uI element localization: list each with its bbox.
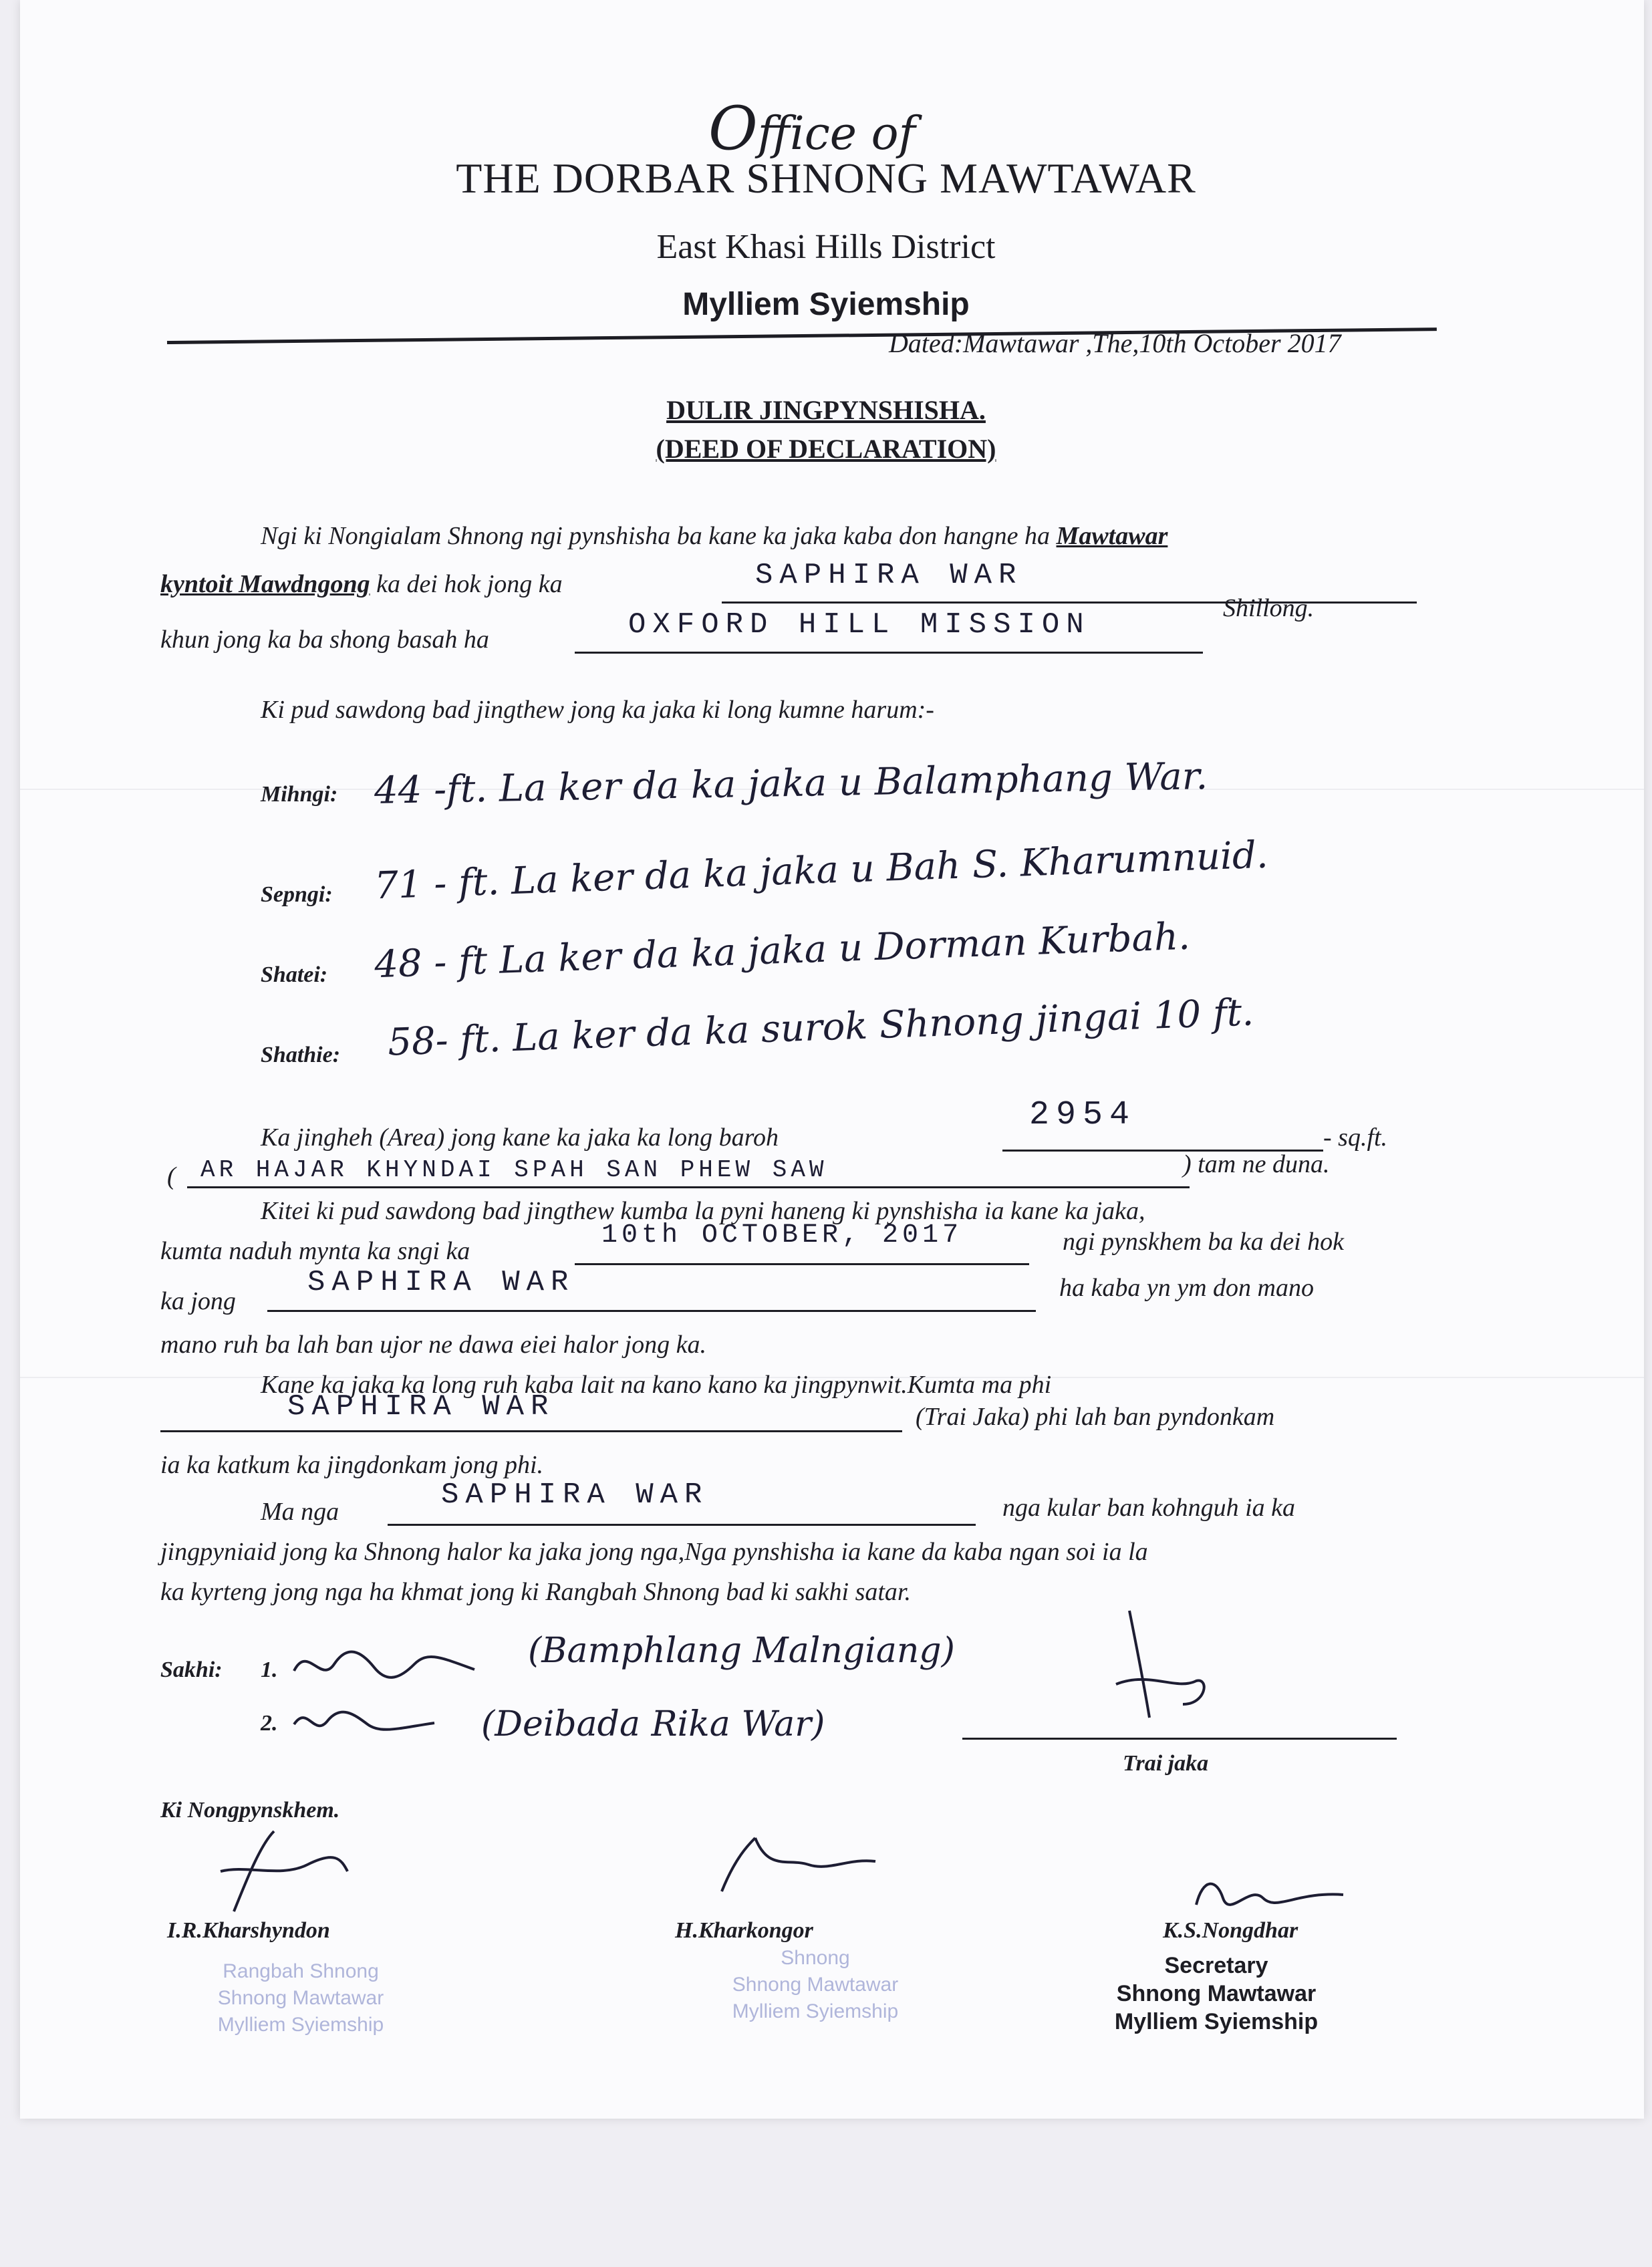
witness-2-number: 2. [261,1711,278,1736]
stamp-line: Mylliem Syiemship [217,2014,384,2036]
stamp-line: Rangbah Shnong [223,1960,379,1982]
witness-1-signature [287,1637,488,1694]
signatory-1-stamp [174,1958,428,2038]
boundary-west [261,882,333,908]
deed-title: DULIR JINGPYNSHISHA. [666,395,986,425]
stamp-line: Mylliem Syiemship [732,2000,899,2022]
deed-subtitle: (DEED OF DECLARATION) [656,434,996,464]
signatories-label: Ki Nongpynskhem. [160,1798,340,1823]
intro-part1: Ngi ki Nongialam Shnong ngi pynshisha ba kane ka jaka kaba don hangne ha [261,522,1051,550]
area-text-2: ) tam ne duna. [1183,1150,1330,1178]
date-handwritten: 10th OCTOBER, 2017 [601,1220,963,1250]
stamp-line: Shnong [781,1947,850,1969]
syiemship-name: Mylliem Syiemship [682,287,970,322]
signatory-3-stamp [1069,1952,1363,2036]
signatory-3-name: K.S.Nongdhar [1163,1918,1298,1943]
area-text: Ka jingheh (Area) jong kane ka jaka ka long baroh [261,1123,779,1152]
boundary-value: 58- ft. La ker da ka surok Shnong jingai 10 ft. [387,990,1255,1065]
district-name: East Khasi Hills District [656,228,996,266]
declaration-line-3b: ha kaba yn ym don mano [1059,1274,1314,1302]
area-value-handwritten: 2954 [1029,1096,1137,1134]
owner-handwritten-2: SAPHIRA WAR [307,1266,575,1299]
boundary-label: Mihngi: [261,782,338,807]
declaration-line-2b: ngi pynskhem ba ka dei hok [1063,1228,1345,1256]
organisation-name: THE DORBAR SHNONG MAWTAWAR [456,154,1196,202]
boundary-value: 48 - ft La ker da ka jaka u Dorman Kurbah. [374,914,1191,987]
trai-jaka-label: Trai jaka [1123,1751,1209,1776]
signatory-2-name: H.Kharkongor [675,1918,813,1943]
declaration-line-7: ia ka katkum ka jingdonkam jong phi. [160,1451,544,1479]
boundary-north [261,962,327,988]
intro-part4: Shillong. [1223,594,1315,622]
owner-signature [1096,1604,1230,1741]
owner-handwritten-3: SAPHIRA WAR [287,1390,555,1424]
declaration-line-2a: kumta naduh mynta ka sngi ka [160,1237,470,1265]
signatory-1-signature [207,1825,354,1921]
office-of-heading: Office of [708,94,916,164]
area-open-paren: ( [167,1162,176,1190]
declaration-line-8a: Ma nga [261,1498,339,1526]
declaration-line-9: jingpyniaid jong ka Shnong halor ka jaka jong nga,Nga pynshisha ia kane da kaba ngan soi ia la [160,1538,1148,1566]
intro-part2: ka dei hok jong ka [376,570,563,598]
witness-1-number: 1. [261,1657,278,1682]
stamp-line: Shnong Mawtawar [732,1974,899,1996]
stamp-line: Mylliem Syiemship [1114,2009,1319,2034]
boundary-label: Sepngi: [261,882,333,907]
boundary-label: Shathie: [261,1043,341,1067]
witness-2-signature [287,1698,461,1748]
declaration-line-6b: (Trai Jaka) phi lah ban pyndonkam [916,1403,1275,1431]
intro-text-1 [261,521,1167,551]
signatory-3-signature [1190,1865,1350,1921]
stamp-line: Shnong Mawtawar [217,1987,384,2009]
boundary-east [261,782,337,807]
boundaries-intro: Ki pud sawdong bad jingthew jong ka jaka ki long kumne harum:- [261,696,934,724]
signatory-2-stamp [695,1945,936,2025]
intro-place2: kyntoit Mawdngong [160,570,370,598]
boundary-south [261,1043,340,1068]
stamp-line: Secretary [1164,1953,1268,1978]
declaration-line-3a: ka jong [160,1287,236,1315]
witness-2-name: (Deibada Rika War) [481,1704,825,1744]
dated-line: Dated:Mawtawar ,The,10th October 2017 [889,328,1341,358]
area-unit: - sq.ft. [1323,1123,1388,1152]
owner-name-handwritten: SAPHIRA WAR [755,559,1023,592]
witness-label: Sakhi: [160,1657,223,1682]
intro-place1: Mawtawar [1056,522,1168,550]
declaration-line-1: Kitei ki pud sawdong bad jingthew kumba la pyni haneng ki pynshisha ia kane ka jaka, [261,1197,1145,1225]
intro-text-2 [160,569,563,599]
signatory-2-signature [708,1831,882,1908]
residence-handwritten: OXFORD HILL MISSION [628,608,1091,642]
boundary-value: 44 -ft. La ker da ka jaka u Balamphang War. [374,755,1208,813]
declaration-line-4: mano ruh ba lah ban ujor ne dawa eiei halor jong ka. [160,1331,706,1359]
intro-part3: khun jong ka ba shong basah ha [160,626,489,654]
boundary-value: 71 - ft. La ker da ka jaka u Bah S. Kharumnuid. [374,833,1269,908]
area-words-handwritten: AR HAJAR KHYNDAI SPAH SAN PHEW SAW [200,1156,828,1184]
stamp-line: Shnong Mawtawar [1116,1981,1317,2006]
declaration-line-10: ka kyrteng jong nga ha khmat jong ki Rangbah Shnong bad ki sakhi satar. [160,1578,911,1606]
declaration-line-8b: nga kular ban kohnguh ia ka [1002,1494,1296,1522]
signatory-1-name: I.R.Kharshyndon [167,1918,330,1943]
boundary-label: Shatei: [261,962,328,987]
declaration-line-5: Kane ka jaka ka long ruh kaba lait na kano kano ka jingpynwit.Kumta ma phi [261,1371,1052,1399]
witness-1-name: (Bamphlang Malngiang) [528,1631,955,1671]
owner-handwritten-4: SAPHIRA WAR [441,1478,709,1512]
